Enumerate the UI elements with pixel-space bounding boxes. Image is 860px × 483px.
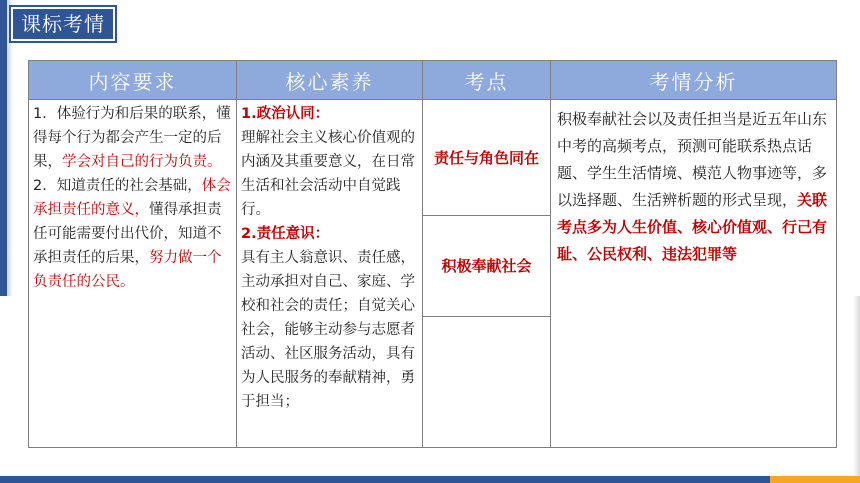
req-text-2: 学会对自己的行为负责。 [62,154,222,170]
req-text-1: 1．体验行为和后果的联系，懂得每个行为都会产生一定的后果， [33,106,231,170]
header-core-competencies: 核心素养 [237,61,423,100]
req-text-6: 努力做一个负责任的公民。 [33,250,222,290]
competency-heading-responsibility: 2.责任意识： [241,226,330,242]
exam-points-cell [423,100,551,448]
header-exam-analysis: 考情分析 [551,61,837,100]
analysis-highlight: 关联考点多为人生价值、核心价值观、行己有耻、公民权利、违法犯罪等 [557,191,828,263]
req-text-5: 懂得承担责任可能需要付出代价，知道不承担责任的后果， [33,202,222,266]
right-frame-shadow [853,296,860,476]
competency-text-responsibility: 具有主人翁意识、责任感，主动承担对自己、家庭、学校和社会的责任；自觉关心社会，能够主动参与志愿者活动、社区服务活动，具有为人民服务的奉献精神，勇于担当； [241,250,415,410]
section-title: 课标考情 [11,7,115,41]
analysis-text: 积极奉献社会以及责任担当是近五年山东中考的高频考点，预测可能联系热点话题、学生生活情境、模范人物事迹等，多以选择题、生活辨析题的形式呈现， [557,110,828,209]
table-row [29,100,837,448]
left-frame-bar [0,0,7,296]
left-frame-shadow [7,0,13,296]
competency-text-political: 理解社会主义核心价值观的内涵及其重要意义，在日常生活和社会活动中自觉践行。 [241,130,415,218]
exam-analysis-cell [551,100,837,448]
bottom-frame-bar [0,476,770,483]
exam-point-2-text: 积极奉献社会 [441,257,532,275]
req-text-3: 2．知道责任的社会基础， [33,178,202,194]
core-competencies-cell [237,100,423,448]
header-content-requirements: 内容要求 [29,61,237,100]
exam-point-2 [423,216,550,317]
bottom-frame [0,476,860,483]
exam-point-1-text: 责任与角色同在 [433,148,539,167]
header-exam-points: 考点 [423,61,551,100]
competency-heading-political: 1.政治认同： [241,106,330,122]
exam-point-3 [423,317,550,447]
req-text-4: 体会承担责任的意义， [33,178,231,218]
table-header-row [29,61,837,100]
exam-point-1 [423,100,550,216]
curriculum-table [28,60,837,448]
bottom-frame-accent [770,476,860,483]
content-requirements-cell [29,100,237,448]
